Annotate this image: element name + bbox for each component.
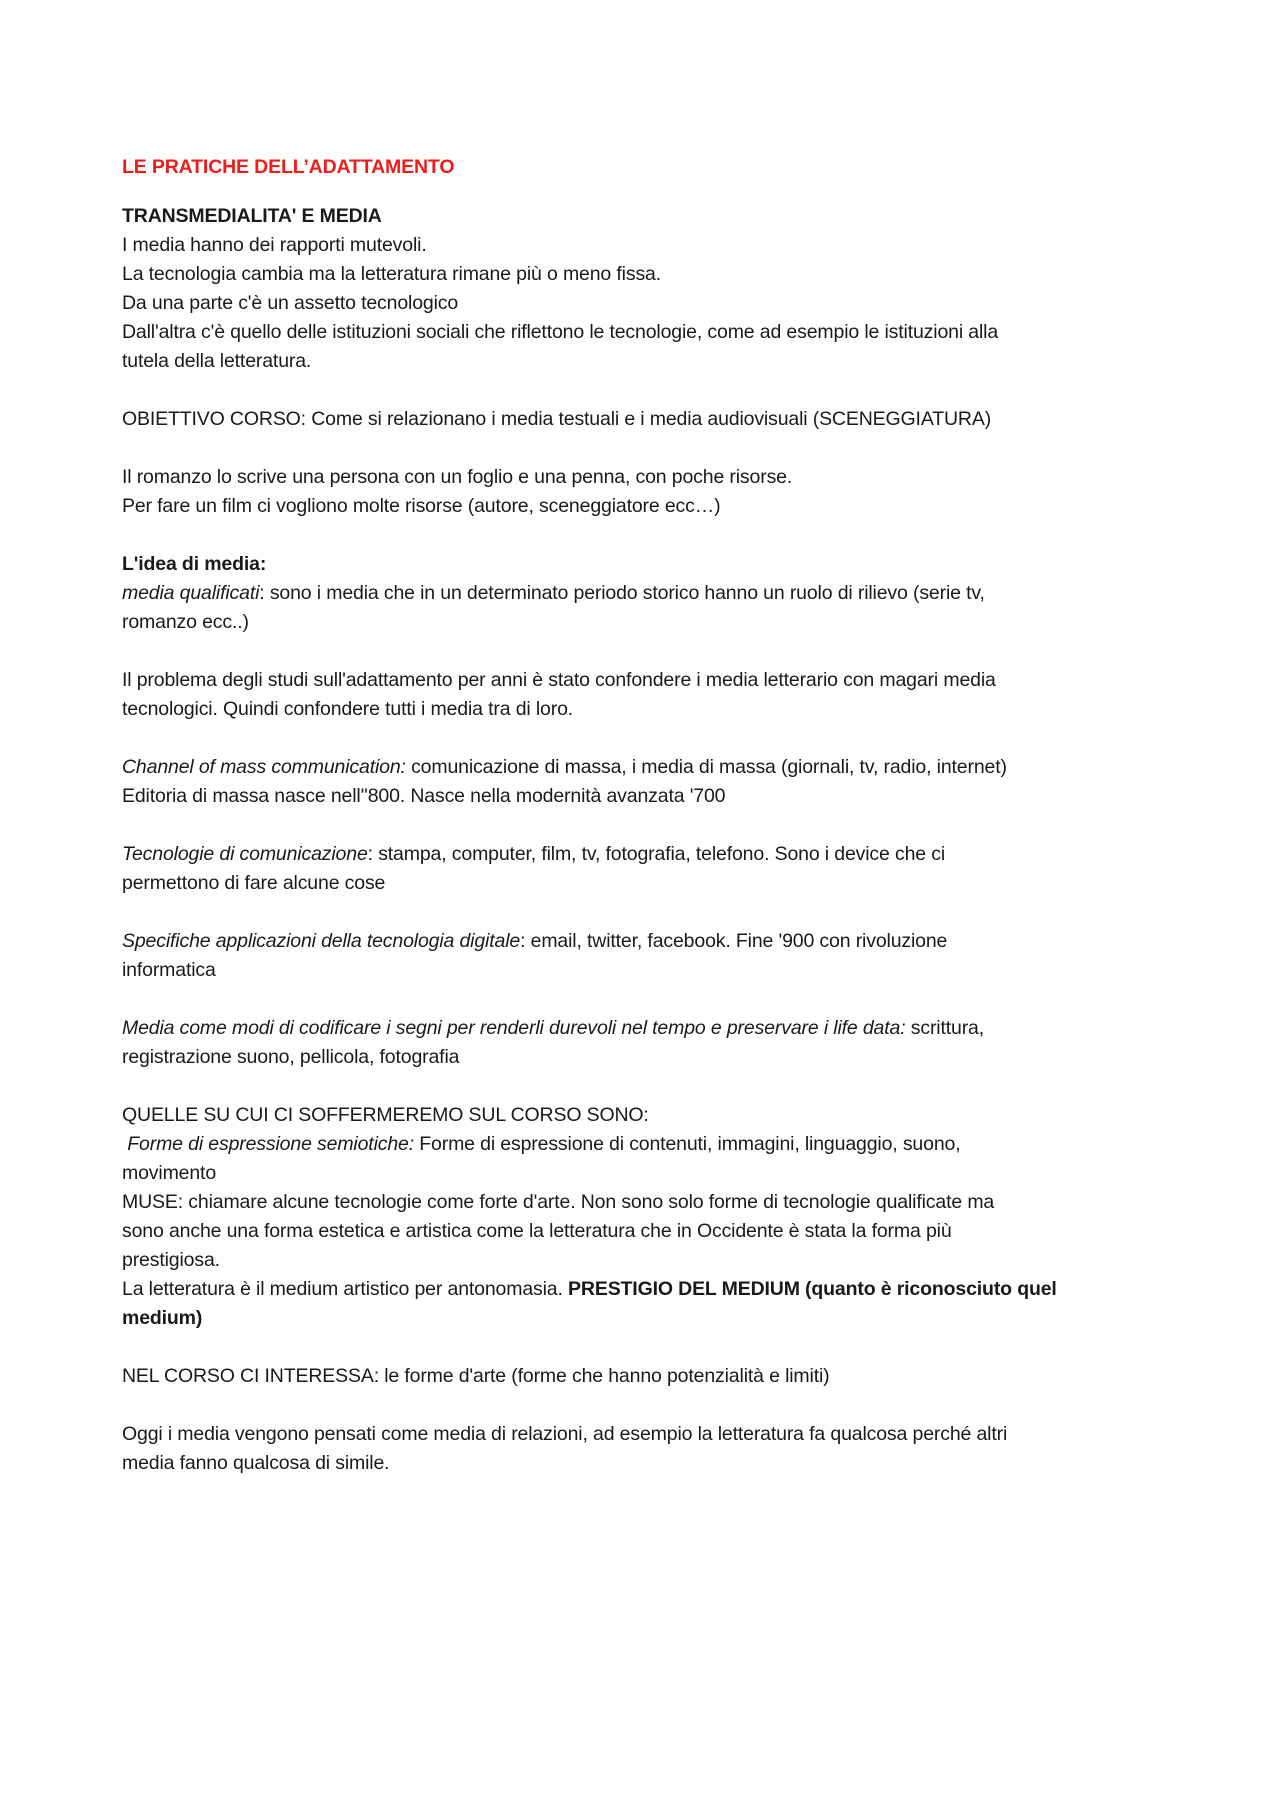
paragraph-line: MUSE: chiamare alcune tecnologie come forte d'arte. Non sono solo forme di tecnologie qualificate ma: [122, 1191, 995, 1213]
paragraph-spacer: [122, 1072, 1162, 1101]
paragraph-spacer: [122, 1391, 1162, 1420]
section-heading-idea-di-media: L'idea di media:: [122, 553, 267, 575]
term-italic: Tecnologie di comunicazione: [122, 843, 368, 865]
term-definition: Forme di espressione di contenuti, immagini, linguaggio, suono,: [414, 1133, 961, 1155]
document-page: [122, 153, 1162, 1478]
paragraph-line: tecnologici. Quindi confondere tutti i media tra di loro.: [122, 698, 574, 720]
paragraph-line: I media hanno dei rapporti mutevoli.: [122, 234, 427, 256]
term-italic: Channel of mass communication:: [122, 756, 406, 778]
term-italic: Specifiche applicazioni della tecnologia digitale: [122, 930, 521, 952]
obiettivo-corso-line: OBIETTIVO CORSO: Come si relazionano i media testuali e i media audiovisuali (SCENEGGIATURA): [122, 408, 992, 430]
paragraph-spacer: [122, 521, 1162, 550]
paragraph-spacer: [122, 724, 1162, 753]
paragraph-line: [122, 1130, 1162, 1159]
paragraph-text: La letteratura è il medium artistico per antonomasia.: [122, 1278, 569, 1300]
term-italic: Forme di espressione semiotiche:: [122, 1133, 415, 1155]
paragraph-spacer: [122, 811, 1162, 840]
term-definition: : sono i media che in un determinato periodo storico hanno un ruolo di rilievo (serie tv,: [259, 582, 985, 604]
paragraph-line: Da una parte c'è un assetto tecnologico: [122, 292, 459, 314]
paragraph-line: informatica: [122, 959, 216, 981]
paragraph-spacer: [122, 376, 1162, 405]
term-italic: Media come modi di codificare i segni per renderli durevoli nel tempo e preservare i life data:: [122, 1017, 906, 1039]
paragraph-line: tutela della letteratura.: [122, 350, 312, 372]
paragraph-spacer: [122, 434, 1162, 463]
paragraph-line: [122, 1014, 1162, 1043]
paragraph-line: [122, 840, 1162, 869]
paragraph-line: [122, 927, 1162, 956]
paragraph-line: NEL CORSO CI INTERESSA: le forme d'arte (forme che hanno potenzialità e limiti): [122, 1365, 830, 1387]
paragraph-line: [122, 753, 1162, 782]
term-definition: comunicazione di massa, i media di massa (giornali, tv, radio, internet): [405, 756, 1007, 778]
paragraph-line: movimento: [122, 1162, 217, 1184]
paragraph-line: QUELLE SU CUI CI SOFFERMEREMO SUL CORSO SONO:: [122, 1104, 649, 1126]
paragraph-spacer: [122, 898, 1162, 927]
section-heading-transmedialita: TRANSMEDIALITA' E MEDIA: [122, 205, 382, 227]
paragraph-line: Per fare un film ci vogliono molte risorse (autore, sceneggiatore ecc…): [122, 495, 721, 517]
paragraph-line: Il problema degli studi sull'adattamento per anni è stato confondere i media letterario con magari media: [122, 669, 996, 691]
paragraph-spacer: [122, 1333, 1162, 1362]
paragraph-line: registrazione suono, pellicola, fotografia: [122, 1046, 460, 1068]
paragraph-spacer: [122, 637, 1162, 666]
term-definition: scrittura,: [905, 1017, 985, 1039]
paragraph-line: prestigiosa.: [122, 1249, 220, 1271]
paragraph-line: Dall'altra c'è quello delle istituzioni sociali che riflettono le tecnologie, come ad esempio le istituzioni alla: [122, 321, 999, 343]
paragraph-line: Oggi i media vengono pensati come media di relazioni, ad esempio la letteratura fa qualcosa perché altri: [122, 1423, 1008, 1445]
term-italic: media qualificati: [122, 582, 260, 604]
paragraph-line: [122, 1275, 1162, 1304]
paragraph-spacer: [122, 985, 1162, 1014]
paragraph-line: Il romanzo lo scrive una persona con un foglio e una penna, con poche risorse.: [122, 466, 793, 488]
paragraph-line: La tecnologia cambia ma la letteratura rimane più o meno fissa.: [122, 263, 662, 285]
paragraph-line: [122, 579, 1162, 608]
bold-emphasis: medium): [122, 1307, 203, 1329]
term-definition: : email, twitter, facebook. Fine '900 con rivoluzione: [520, 930, 948, 952]
paragraph-line: permettono di fare alcune cose: [122, 872, 386, 894]
paragraph-line: romanzo ecc..): [122, 611, 249, 633]
term-definition: : stampa, computer, film, tv, fotografia, telefono. Sono i device che ci: [367, 843, 946, 865]
paragraph-line: media fanno qualcosa di simile.: [122, 1452, 390, 1474]
paragraph-line: sono anche una forma estetica e artistica come la letteratura che in Occidente è stata la forma più: [122, 1220, 952, 1242]
bold-emphasis: PRESTIGIO DEL MEDIUM (quanto è riconosciuto quel: [568, 1278, 1057, 1300]
paragraph-line: Editoria di massa nasce nell''800. Nasce nella modernità avanzata '700: [122, 785, 726, 807]
document-title: LE PRATICHE DELL’ADATTAMENTO: [122, 156, 455, 178]
